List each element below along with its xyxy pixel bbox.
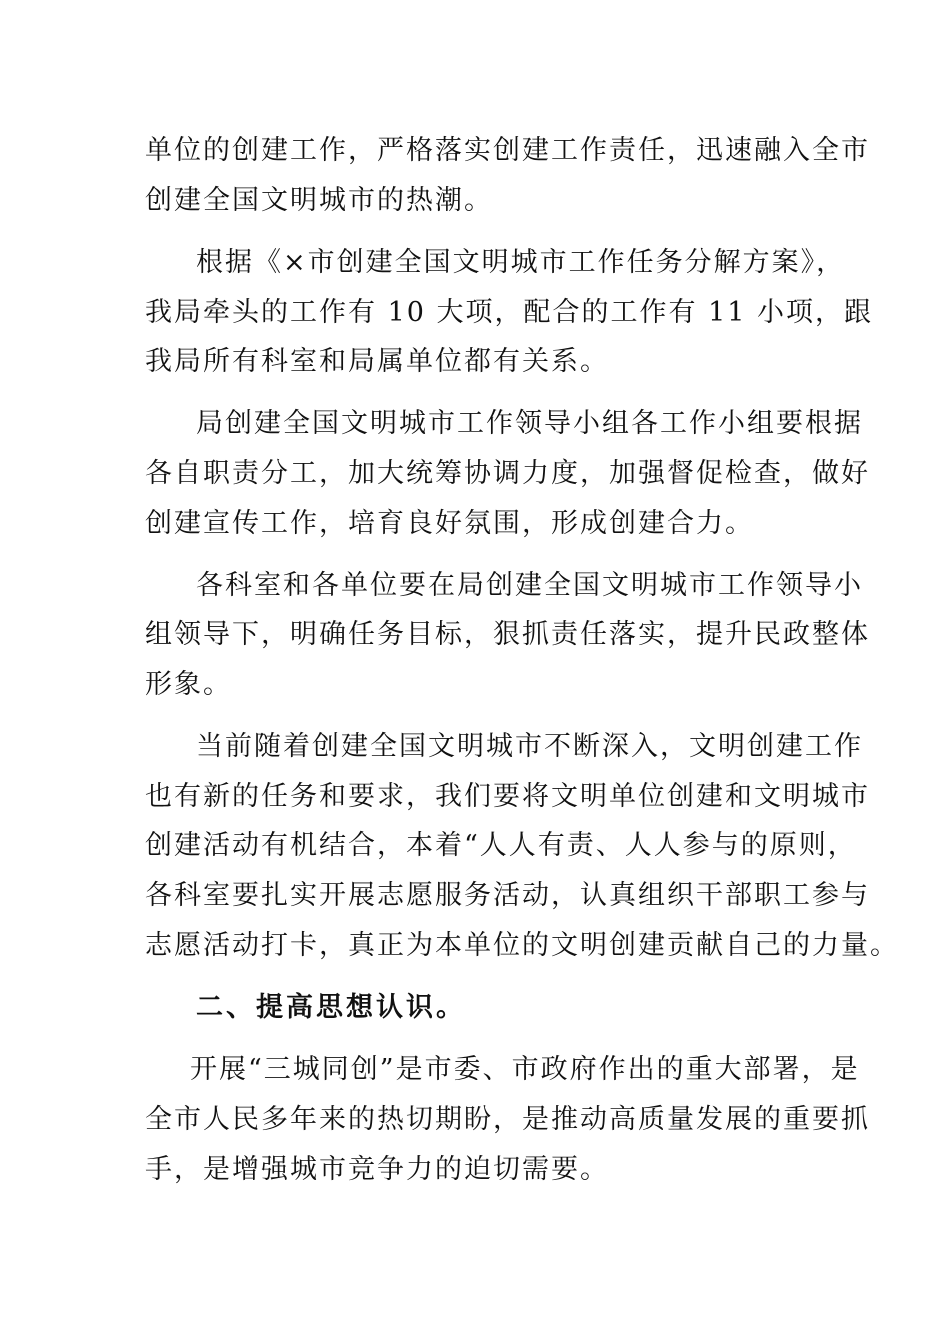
body-text-line: 形象。 — [145, 669, 232, 700]
body-text-line: 我局牵头的工作有 10 大项，配合的工作有 11 小项，跟 — [145, 297, 874, 328]
body-text-line: 全市人民多年来的热切期盼，是推动高质量发展的重要抓 — [145, 1104, 870, 1135]
body-text-line: 创建宣传工作，培育良好氛围，形成创建合力。 — [145, 508, 754, 539]
paragraph-first-line: 局创建全国文明城市工作领导小组各工作小组要根据 — [196, 408, 863, 439]
paragraph-first-line: 开展“三城同创”是市委、市政府作出的重大部署，是 — [190, 1054, 860, 1085]
body-text-line: 也有新的任务和要求，我们要将文明单位创建和文明城市 — [145, 781, 870, 812]
body-text-line: 创建活动有机结合，本着“人人有责、人人参与的原则， — [145, 830, 857, 861]
body-text-line: 手，是增强城市竞争力的迫切需要。 — [145, 1154, 609, 1185]
section-heading: 二、提高思想认识。 — [196, 992, 466, 1023]
body-text-line: 各自职责分工，加大统筹协调力度，加强督促检查，做好 — [145, 458, 870, 489]
body-text-line: 单位的创建工作，严格落实创建工作责任，迅速融入全市 — [145, 135, 870, 166]
body-text-line: 各科室要扎实开展志愿服务活动，认真组织干部职工参与 — [145, 880, 870, 911]
body-text-line: 组领导下，明确任务目标，狠抓责任落实，提升民政整体 — [145, 619, 870, 650]
paragraph-first-line: 各科室和各单位要在局创建全国文明城市工作领导小 — [196, 570, 863, 601]
paragraph-first-line: 当前随着创建全国文明城市不断深入，文明创建工作 — [196, 731, 863, 762]
body-text-line: 我局所有科室和局属单位都有关系。 — [145, 346, 609, 377]
body-text-line: 创建全国文明城市的热潮。 — [145, 185, 493, 216]
body-text-line: 志愿活动打卡，真正为本单位的文明创建贡献自己的力量。 — [145, 930, 899, 961]
paragraph-first-line: 根据《×市创建全国文明城市工作任务分解方案》， — [196, 247, 846, 278]
